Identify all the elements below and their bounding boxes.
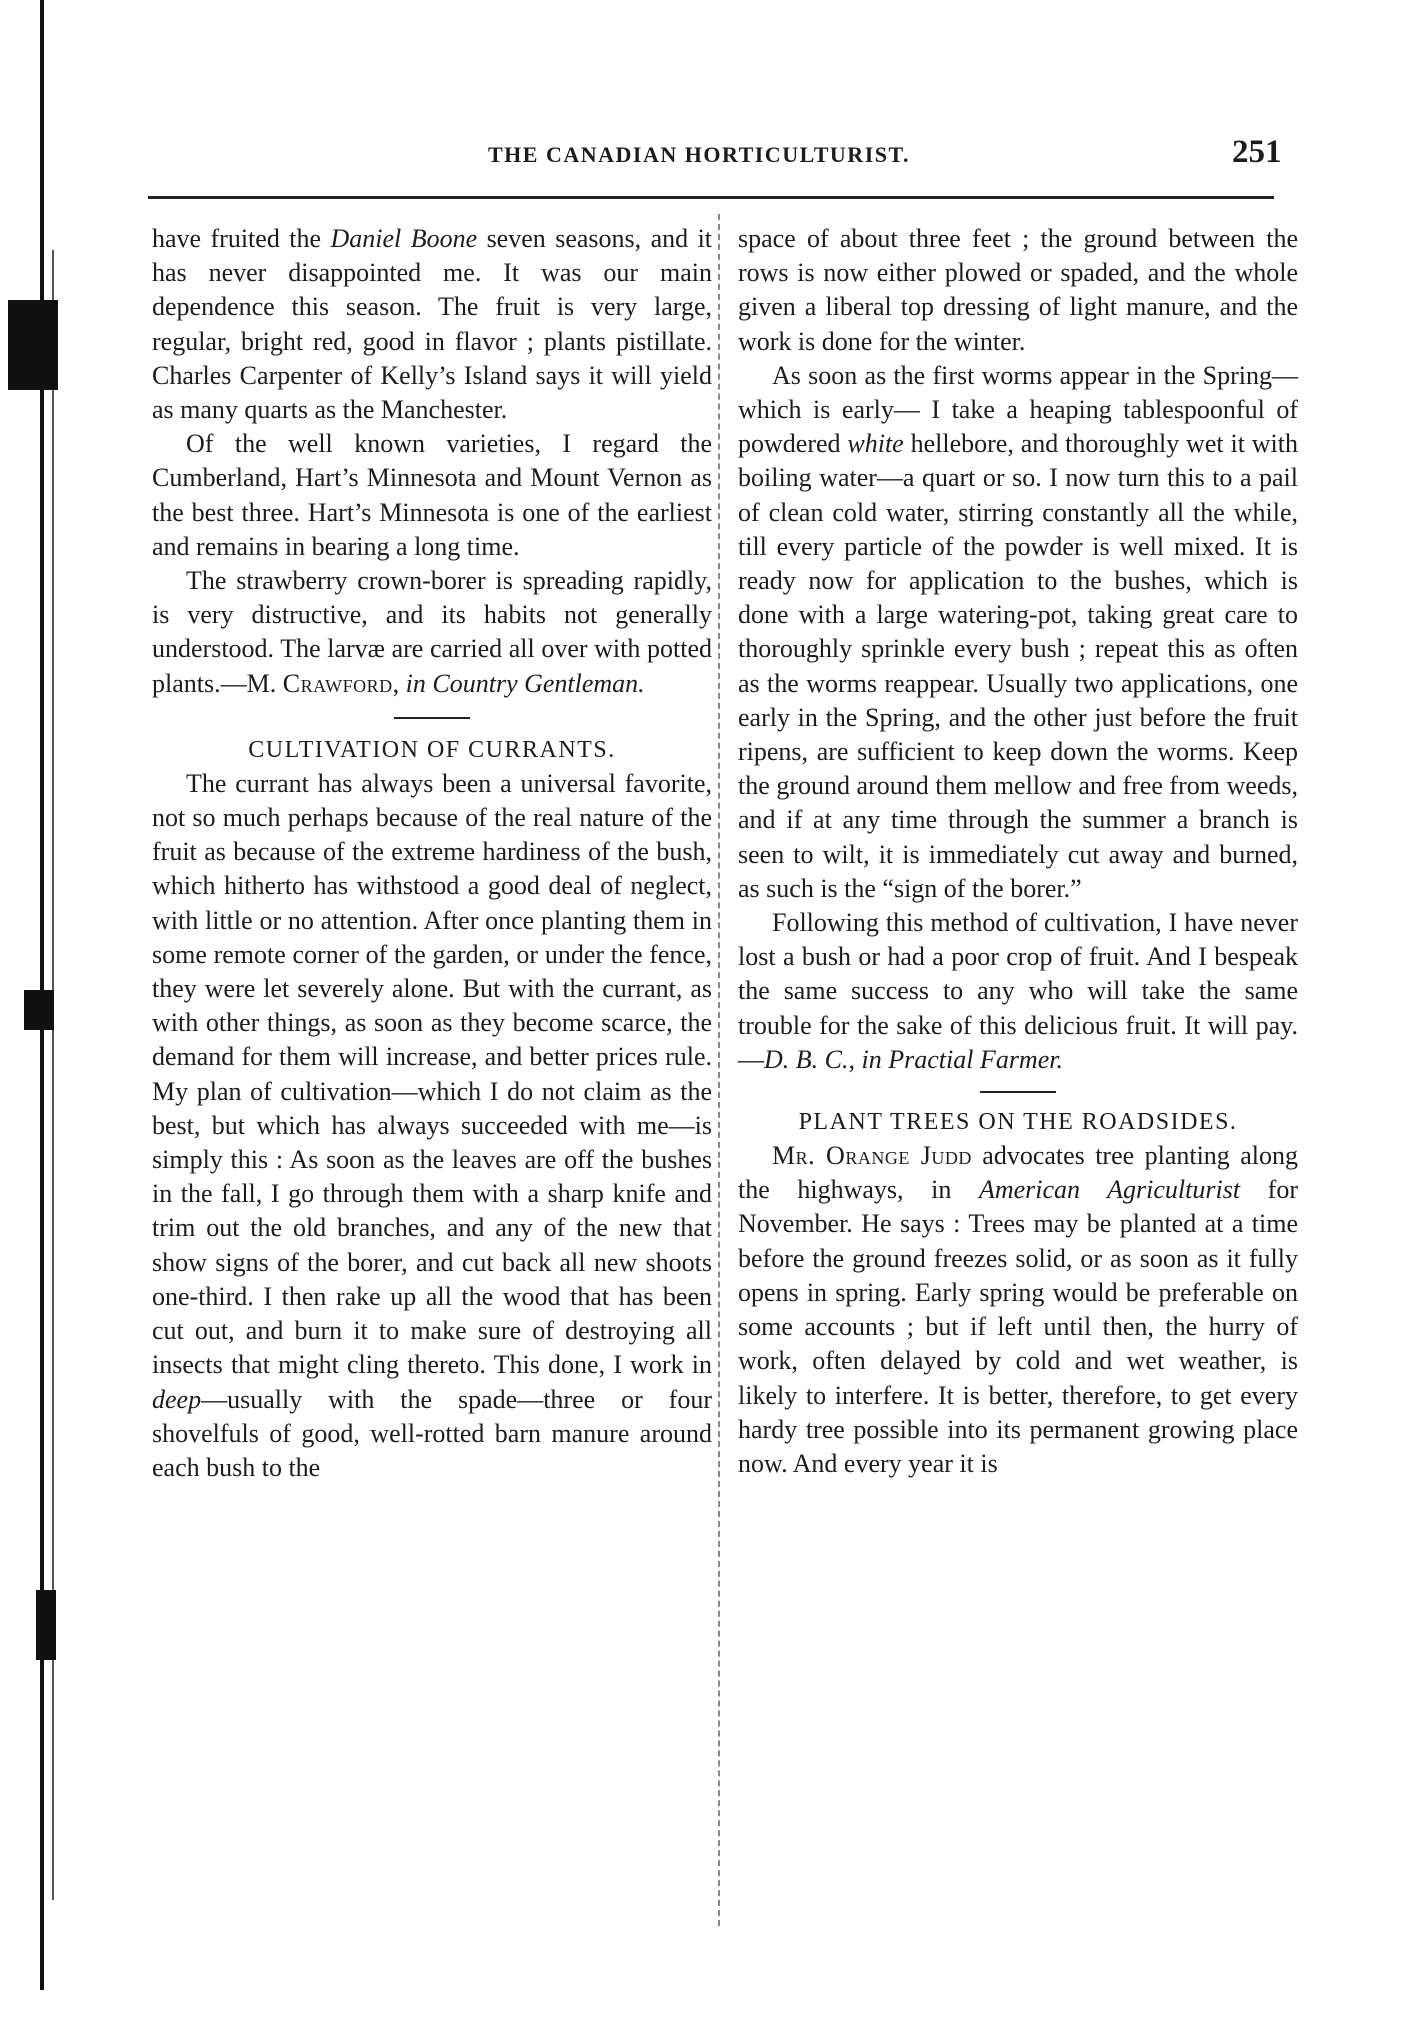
text-run: Following this method of cultivation, I have never lost a bush or had a poor crop of fruit. And I bespeak the same success to any who will take the same trouble for the sake of this delicious fruit. It will pay.— bbox=[738, 908, 1298, 1074]
text-run: As soon as the first worms appear in the Spring—which is early— I take a heaping tablespoonful of powdered bbox=[738, 360, 1298, 459]
text-run: have fruited the bbox=[152, 224, 331, 253]
variety-name: Daniel Boone bbox=[330, 224, 478, 253]
section-title: PLANT TREES ON THE ROADSIDES. bbox=[798, 1109, 1238, 1136]
paragraph bbox=[738, 359, 1298, 906]
text-run: seven seasons, and it has never disappointed me. It was our main dependence this season. The fruit is very large, regular, bright red, good in flavor ; plants pistillate. Charles Carpenter of Kelly’s Island says it will yield as many quarts as the Manchester. bbox=[152, 224, 713, 425]
binding-smudge bbox=[8, 300, 58, 390]
section-rule bbox=[394, 717, 470, 719]
paragraph bbox=[152, 564, 712, 701]
paragraph: space of about three feet ; the ground between the rows is now either plowed or spaded, and the whole given a liberal top dressing of light manure, and the work is done for the winter. bbox=[738, 224, 1298, 356]
binding-smudge bbox=[36, 1590, 56, 1660]
paragraph: Of the well known varieties, I regard the Cumberland, Hart’s Minnesota and Mount Vernon as the best three. Hart’s Minnesota is one of the earliest and remains in bearing a long time. bbox=[152, 429, 712, 561]
author-name: Crawford bbox=[282, 668, 393, 698]
paragraph bbox=[152, 767, 712, 1485]
text-run: advocates tree planting along the highways, in bbox=[738, 1141, 1298, 1205]
running-title: THE CANADIAN HORTICULTURIST. bbox=[488, 142, 911, 167]
paragraph bbox=[738, 906, 1298, 1077]
emphasis: deep bbox=[152, 1384, 202, 1414]
text-run: —usually with the spade—three or four shovelfuls of good, well-rotted barn manure around each bush to the bbox=[152, 1384, 712, 1482]
header-rule bbox=[148, 196, 1274, 199]
text-run: hellebore, and thoroughly wet it with boiling water—a quart or so. I now turn this to a pail of clean cold water, stirring constantly all the while, till every particle of the powder is well mixed. It is ready now for application to the bushes, which is done with a large watering-pot, taking great care to thoroughly sprinkle every bush ; repeat this as often as the worms reappear. Usually two applications, one early in the Spring, and the other just before the fruit ripens, are sufficient to keep down the worms. Keep the ground around them mellow and free from weeds, and if at any time through the summer a branch is seen to wilt, it is immediately cut away and burned, as such is the “sign of the borer.” bbox=[738, 429, 1298, 903]
text-run: The currant has always been a universal favorite, not so much perhaps because of the real nature of the fruit as because of the extreme hardiness of the bush, which hitherto has withstood a good deal of neglect, with little or no attention. After once planting them in some remote corner of the garden, or under the fence, they were let severely alone. But with the currant, as with other things, as soon as they become scarce, the demand for them will increase, and better prices rule. My plan of cultivation—which I do not claim as the best, but which has always succeeded with me—is simply this : As soon as the leaves are off the bushes in the fall, I go through them with a sharp knife and trim out the old branches, and any of the new that show signs of the borer, and cut back all new shoots one-third. I then rake up all the wood that has been cut out, and burn it to make sure of destroying all insects that might cling thereto. This done, I work in bbox=[152, 768, 712, 1380]
emphasis: white bbox=[847, 429, 904, 459]
paragraph bbox=[152, 222, 712, 427]
section-rule bbox=[980, 1091, 1056, 1093]
source-citation: in Country Gentleman. bbox=[405, 668, 645, 698]
page-number: 251 bbox=[1232, 134, 1282, 170]
column-divider bbox=[718, 214, 720, 1926]
text-run: The strawberry crown-borer is spreading rapidly, is very distructive, and its habits not generally understood. The larvæ are carried all over with potted plants.—M. bbox=[152, 566, 712, 698]
person-name: Mr. Orange Judd bbox=[772, 1141, 972, 1171]
source-citation: D. B. C., in Practial Farmer. bbox=[764, 1044, 1063, 1074]
binding-smudge bbox=[24, 990, 54, 1030]
text-run: , bbox=[392, 668, 406, 698]
text-run: for November. He says : Trees may be planted at a time before the ground freezes solid, or as soon as it fully opens in spring. Early spring would be preferable on some accounts ; but if left until then, the hurry of work, often delayed by cold and wet weather, is likely to interfere. It is better, therefore, to get every hardy tree possible into its permanent growing place now. And every year it is bbox=[738, 1175, 1298, 1478]
publication-name: American Agriculturist bbox=[978, 1175, 1241, 1205]
paragraph bbox=[738, 1139, 1298, 1481]
right-column bbox=[738, 222, 1298, 1481]
section-title: CULTIVATION OF CURRANTS. bbox=[248, 736, 616, 763]
left-column bbox=[152, 222, 712, 1485]
